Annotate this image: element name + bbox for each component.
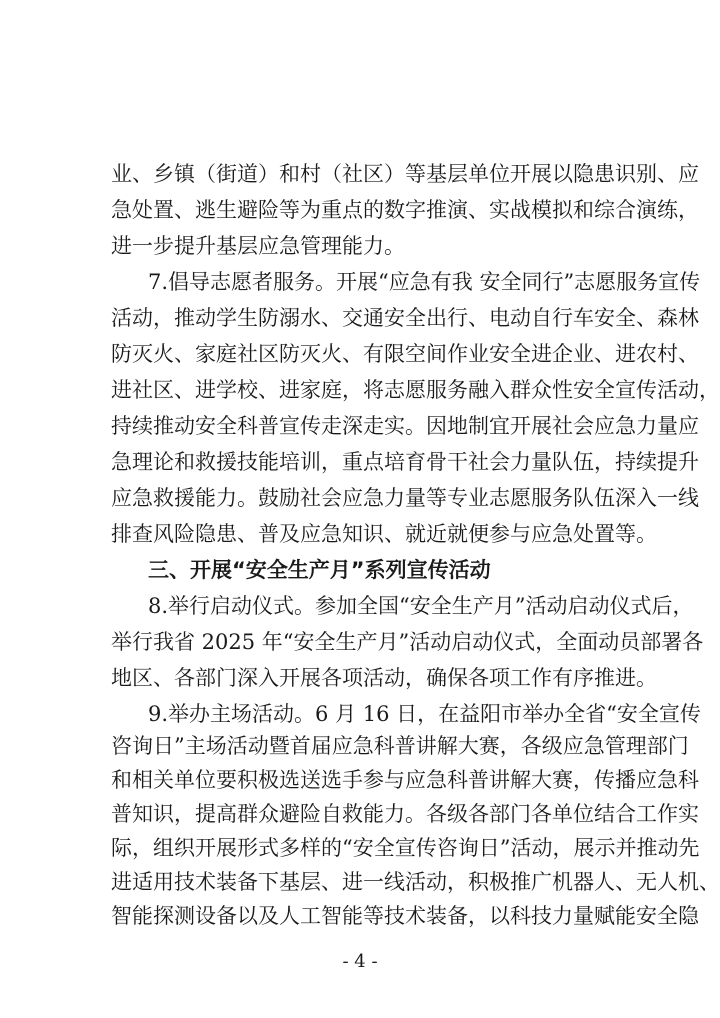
body-text-line: 和相关单位要积极选送选手参与应急科普讲解大赛，传播应急科 [111, 768, 699, 792]
body-text-line: 普知识，提高群众避险自救能力。各级各部门各单位结合工作实 [111, 802, 699, 826]
body-text-line: 进社区、进学校、进家庭，将志愿服务融入群众性安全宣传活动， [111, 378, 720, 402]
body-text-line: 持续推动安全科普宣传走深走实。因地制宜开展社会应急力量应 [111, 414, 699, 438]
paragraph-9-first-line: 9.举办主场活动。6 月 16 日，在益阳市举办全省“安全宣传 [148, 702, 701, 726]
body-text-line: 咨询日”主场活动暨首届应急科普讲解大赛，各级应急管理部门 [111, 734, 689, 758]
body-text-line: 智能探测设备以及人工智能等技术装备，以科技力量赋能安全隐 [111, 904, 699, 928]
body-text-line: 际，组织开展形式多样的“安全宣传咨询日”活动，展示并推动先 [111, 836, 700, 860]
body-text-line: 排查风险隐患、普及应急知识、就近就便参与应急处置等。 [111, 522, 657, 546]
body-text-line: 进适用技术装备下基层、进一线活动，积极推广机器人、无人机、 [111, 870, 720, 894]
paragraph-7-first-line: 7.倡导志愿者服务。开展“应急有我 安全同行”志愿服务宣传 [148, 270, 701, 294]
body-text-line: 急处置、逃生避险等为重点的数字推演、实战模拟和综合演练， [111, 198, 699, 222]
body-text-line: 举行我省 2025 年“安全生产月”活动启动仪式，全面动员部署各 [111, 630, 704, 654]
page-number: - 4 - [342, 951, 378, 972]
body-text-line: 地区、各部门深入开展各项活动，确保各项工作有序推进。 [111, 666, 657, 690]
body-text-line: 进一步提升基层应急管理能力。 [111, 234, 405, 258]
body-text-line: 防灭火、家庭社区防灭火、有限空间作业安全进企业、进农村、 [111, 342, 699, 366]
section-heading: 三、开展“安全生产月”系列宣传活动 [148, 558, 491, 582]
body-text-line: 业、乡镇（街道）和村（社区）等基层单位开展以隐患识别、应 [111, 162, 699, 186]
paragraph-8-first-line: 8.举行启动仪式。参加全国“安全生产月”活动启动仪式后， [148, 594, 694, 618]
body-text-line: 活动，推动学生防溺水、交通安全出行、电动自行车安全、森林 [111, 306, 699, 330]
body-text-line: 急理论和救援技能培训，重点培育骨干社会力量队伍，持续提升 [111, 450, 699, 474]
body-text-line: 应急救援能力。鼓励社会应急力量等专业志愿服务队伍深入一线 [111, 486, 699, 510]
